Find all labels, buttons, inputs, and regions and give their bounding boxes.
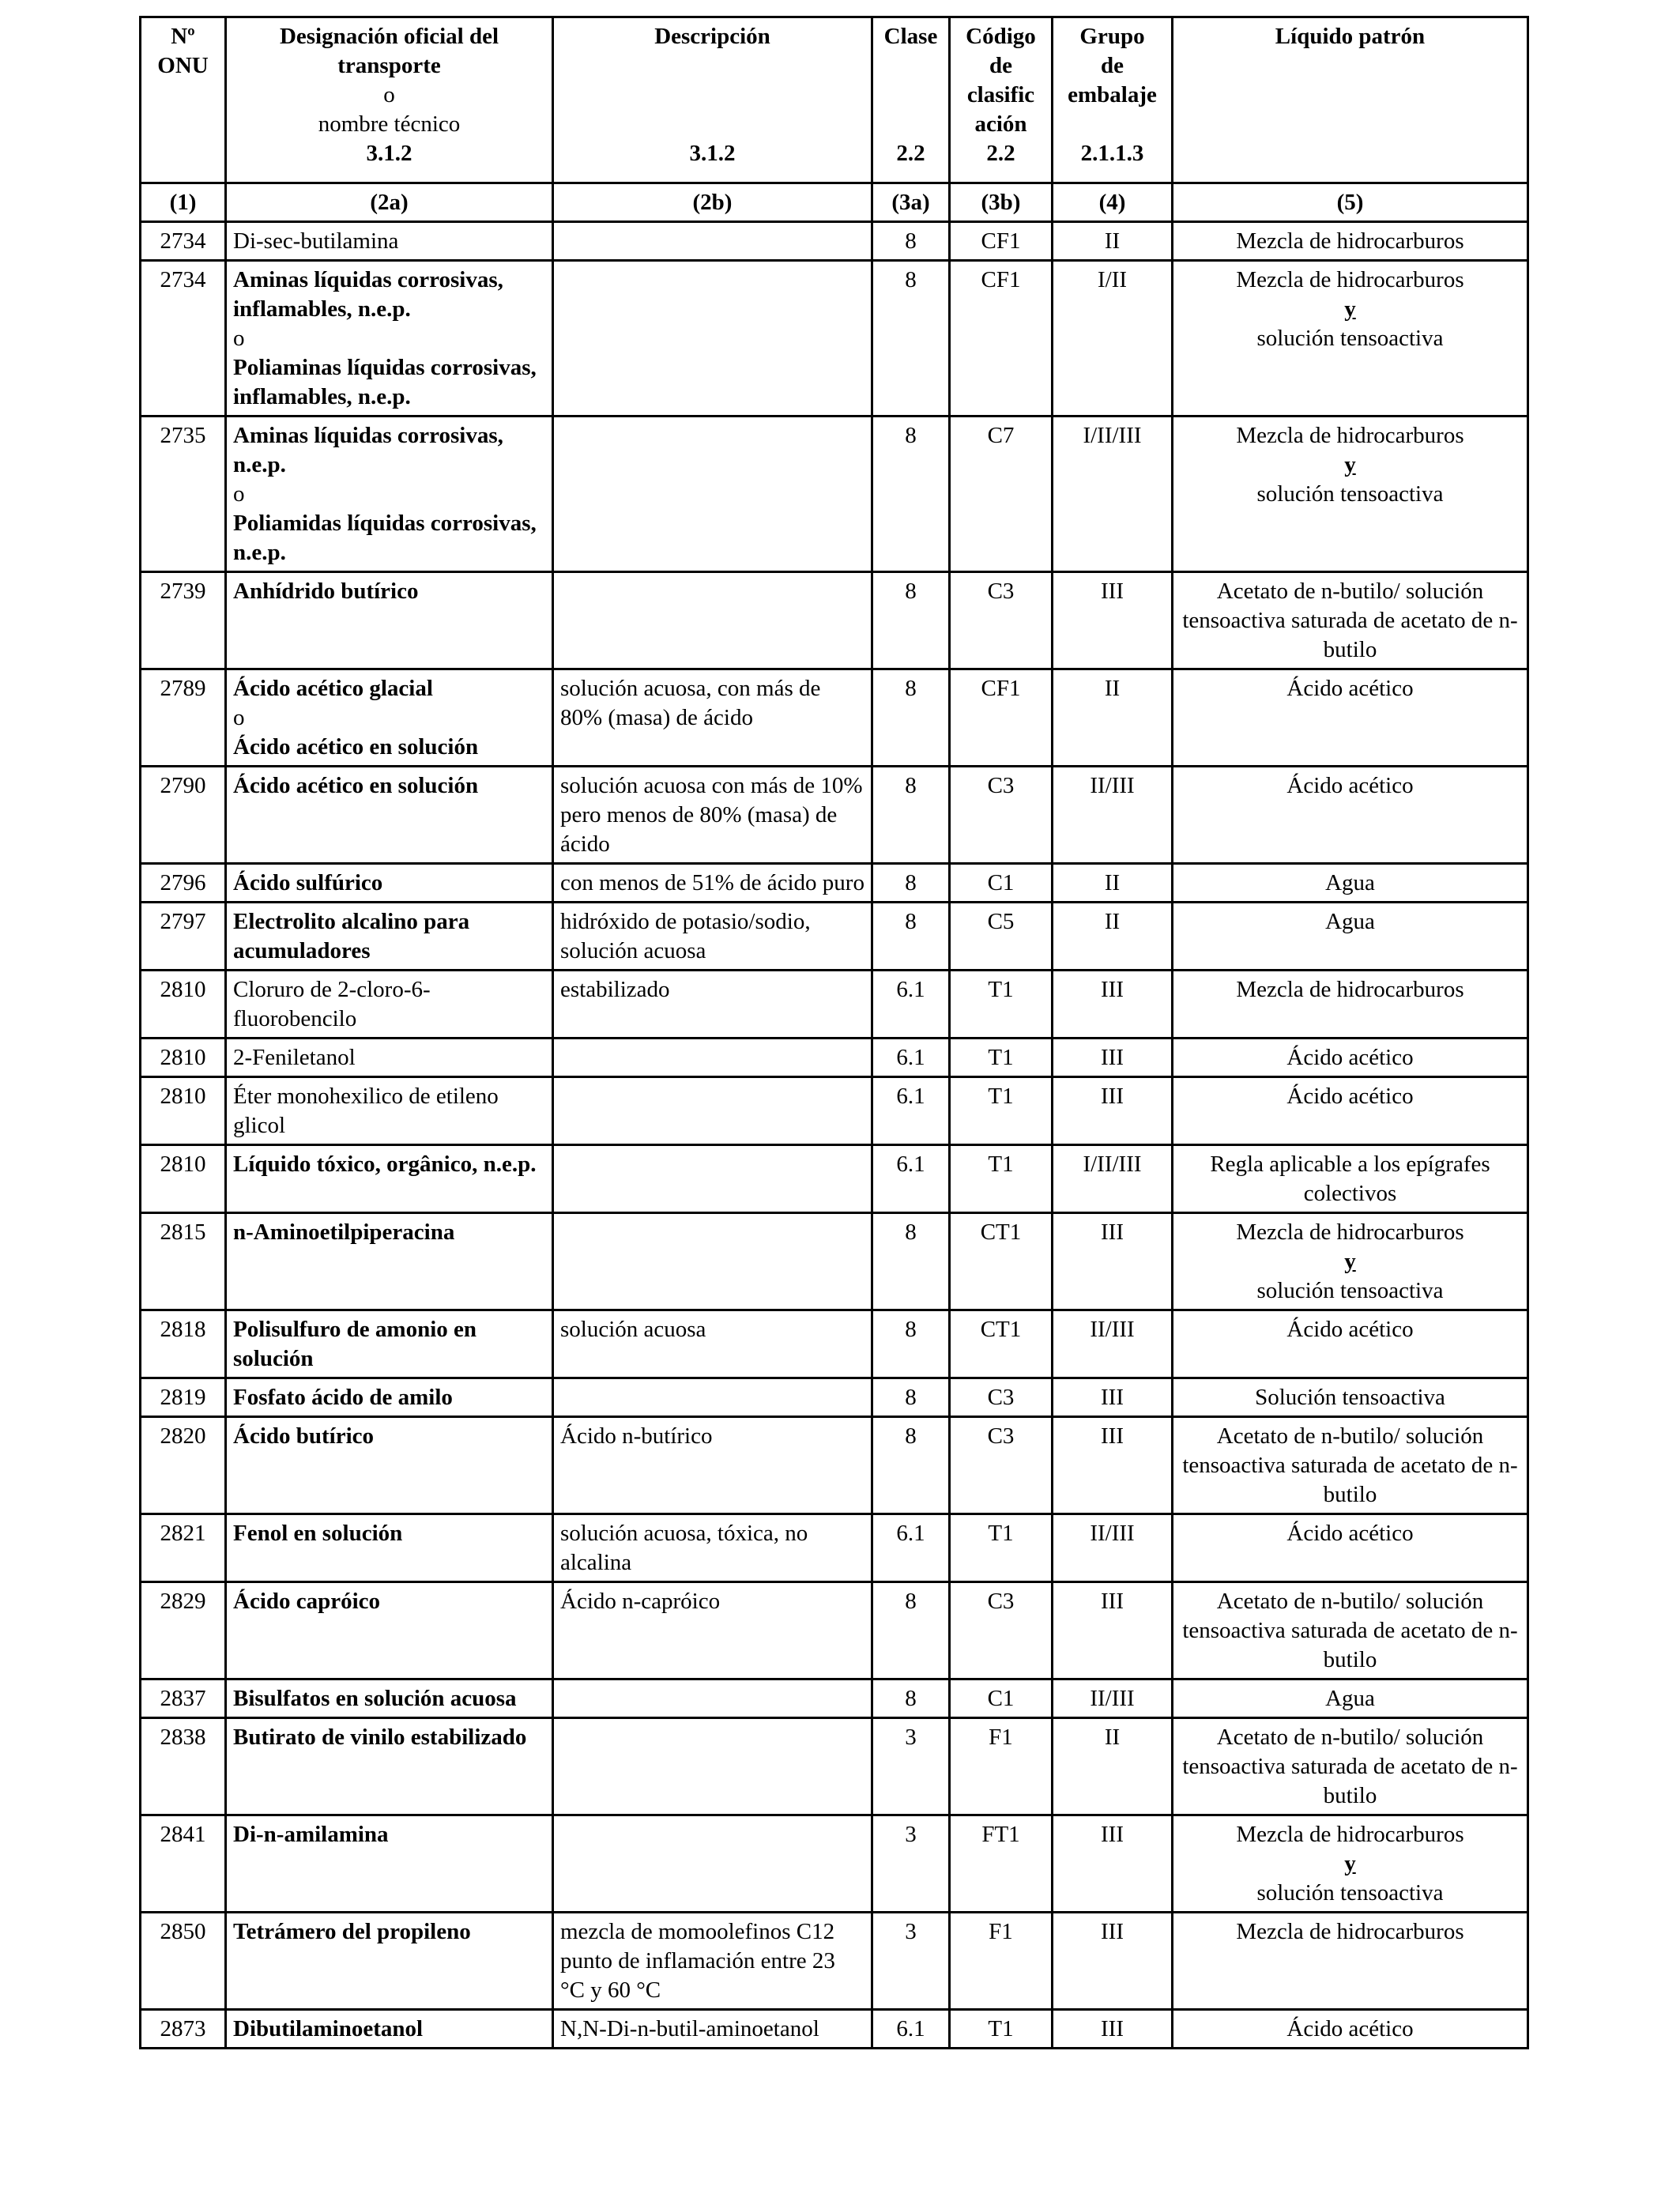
class-cell: 8 [872,1378,950,1417]
standard-liquid-cell [1173,1077,1528,1145]
header-row [141,17,1528,183]
header-designation-or: o [383,82,395,107]
class-cell: 8 [872,1679,950,1718]
standard-liquid-cell [1173,1679,1528,1718]
name-text: Poliamidas líquidas corrosivas, n.e.p. [233,511,537,565]
liquid-text: Mezcla de hidrocarburos [1236,267,1464,292]
table-row [141,1582,1528,1679]
table-row [141,1077,1528,1145]
column-number: (5) [1173,183,1528,222]
table-row [141,767,1528,864]
description-cell [553,669,872,767]
packing-group-cell: II [1053,903,1173,971]
column-number: (1) [141,183,226,222]
header-class-label: Clase [883,24,938,49]
description-cell [553,1582,872,1679]
class-cell: 3 [872,1815,950,1913]
header-code-line: de [989,53,1012,78]
liquid-text: Ácido acético [1286,773,1414,798]
name-text: Di-n-amilamina [233,1822,389,1847]
standard-liquid-cell [1173,1145,1528,1213]
table-row [141,2010,1528,2049]
header-group-line: de [1101,53,1124,78]
table-row [141,903,1528,971]
classification-code-cell: C3 [950,572,1053,669]
description-cell [553,1417,872,1514]
onu-number-cell: 2838 [141,1718,226,1815]
table-row [141,1679,1528,1718]
header-code-line: ación [974,111,1027,137]
onu-number-cell: 2790 [141,767,226,864]
class-cell: 8 [872,864,950,903]
standard-liquid-cell [1173,2010,1528,2049]
designation-cell [226,1310,553,1378]
desc-text: N,N-Di-n-butil-aminoetanol [560,2016,819,2041]
header-designation-line: transporte [337,53,441,78]
packing-group-cell: II/III [1053,767,1173,864]
name-text: o [233,481,245,507]
onu-number-cell: 2821 [141,1514,226,1582]
column-number-row [141,183,1528,222]
onu-number-cell: 2873 [141,2010,226,2049]
classification-code-cell: C3 [950,1417,1053,1514]
packing-group-cell: III [1053,1378,1173,1417]
class-cell: 8 [872,767,950,864]
class-cell: 8 [872,261,950,417]
name-text: o [233,326,245,351]
onu-number-cell: 2818 [141,1310,226,1378]
description-cell [553,1213,872,1310]
standard-liquid-cell [1173,903,1528,971]
onu-number-cell: 2819 [141,1378,226,1417]
standard-liquid-cell [1173,1913,1528,2010]
classification-code-cell: CF1 [950,669,1053,767]
designation-cell [226,572,553,669]
packing-group-cell: III [1053,1417,1173,1514]
packing-group-cell: I/II/III [1053,1145,1173,1213]
description-cell [553,1913,872,2010]
designation-cell [226,971,553,1039]
table-row [141,222,1528,261]
onu-number-cell: 2850 [141,1913,226,2010]
onu-number-cell: 2810 [141,971,226,1039]
class-cell: 6.1 [872,971,950,1039]
packing-group-cell: III [1053,1913,1173,2010]
class-cell: 8 [872,222,950,261]
classification-code-cell: CF1 [950,261,1053,417]
liquid-text: Mezcla de hidrocarburos [1236,1220,1464,1245]
onu-number-cell: 2841 [141,1815,226,1913]
header-onu-line: Nº [171,24,195,49]
description-cell [553,222,872,261]
description-cell [553,971,872,1039]
packing-group-cell: III [1053,1039,1173,1077]
liquid-text: Ácido acético [1286,1045,1414,1070]
packing-group-cell: III [1053,1213,1173,1310]
onu-number-cell: 2810 [141,1039,226,1077]
desc-text: estabilizado [560,977,670,1002]
designation-cell [226,864,553,903]
name-text: n-Aminoetilpiperacina [233,1220,455,1245]
liquid-text: Acetato de n-butilo/ solución tensoactiva saturada de acetato de n-butilo [1182,1725,1518,1808]
description-cell [553,1145,872,1213]
class-cell: 8 [872,417,950,572]
header-description-ref: 3.1.2 [689,141,736,166]
name-text: o [233,705,245,730]
liquid-text: Ácido acético [1286,676,1414,701]
description-cell [553,261,872,417]
name-text: Ácido capróico [233,1589,381,1614]
header-designation-ref: 3.1.2 [366,141,412,166]
description-cell [553,903,872,971]
classification-code-cell: C5 [950,903,1053,971]
classification-code-cell: FT1 [950,1815,1053,1913]
header-onu-line: ONU [157,53,209,78]
standard-liquid-cell [1173,1039,1528,1077]
standard-liquid-cell [1173,1213,1528,1310]
designation-cell [226,1913,553,2010]
column-number: (2a) [226,183,553,222]
name-text: Ácido acético en solución [233,773,479,798]
liquid-text: Solución tensoactiva [1255,1385,1445,1410]
name-text: Aminas líquidas corrosivas, n.e.p. [233,423,503,477]
desc-text: solución acuosa con más de 10% pero menos de 80% (masa) de ácido [560,773,863,857]
table-row [141,1815,1528,1913]
name-text: Cloruro de 2-cloro-6-fluorobencilo [233,977,431,1031]
name-text: Ácido acético en solución [233,734,479,760]
header-group-line: embalaje [1068,82,1157,107]
packing-group-cell: II/III [1053,1679,1173,1718]
header-code-ref: 2.2 [986,141,1015,166]
classification-code-cell: T1 [950,1514,1053,1582]
header-designation-line: Designación oficial del [279,24,499,49]
header-designation-tech: nombre técnico [318,111,461,137]
class-cell: 3 [872,1718,950,1815]
desc-text: Ácido n-capróico [560,1589,721,1614]
packing-group-cell: III [1053,2010,1173,2049]
description-cell [553,572,872,669]
name-text: Fenol en solución [233,1521,403,1546]
designation-cell [226,1417,553,1514]
header-group [1053,17,1173,183]
packing-group-cell: III [1053,971,1173,1039]
onu-number-cell: 2815 [141,1213,226,1310]
dangerous-goods-table [139,16,1529,2049]
onu-number-cell: 2837 [141,1679,226,1718]
standard-liquid-cell [1173,1815,1528,1913]
name-text: Éter monohexilico de etileno glicol [233,1084,499,1138]
table-row [141,669,1528,767]
table-body [141,222,1528,2049]
header-group-line: Grupo [1079,24,1145,49]
standard-liquid-cell [1173,1514,1528,1582]
desc-text: solución acuosa [560,1317,706,1342]
designation-cell [226,222,553,261]
liquid-text: Regla aplicable a los epígrafes colectivos [1210,1152,1490,1206]
packing-group-cell: I/II [1053,261,1173,417]
classification-code-cell: T1 [950,1145,1053,1213]
designation-cell [226,1378,553,1417]
header-description-label: Descripción [654,24,770,49]
onu-number-cell: 2829 [141,1582,226,1679]
description-cell [553,864,872,903]
name-text: Dibutilaminoetanol [233,2016,424,2041]
description-cell [553,1077,872,1145]
name-text: Polisulfuro de amonio en solución [233,1317,477,1371]
table-row [141,572,1528,669]
desc-text: con menos de 51% de ácido puro [560,870,864,895]
description-cell [553,1815,872,1913]
packing-group-cell: III [1053,572,1173,669]
onu-number-cell: 2734 [141,222,226,261]
column-number: (3a) [872,183,950,222]
packing-group-cell: II [1053,222,1173,261]
name-text: Butirato de vinilo estabilizado [233,1725,527,1750]
header-class-ref: 2.2 [896,141,925,166]
standard-liquid-cell [1173,1378,1528,1417]
liquid-text: Mezcla de hidrocarburos [1236,423,1464,448]
liquid-text: solución tensoactiva [1256,326,1444,351]
classification-code-cell: T1 [950,1077,1053,1145]
header-code-line: Código [966,24,1036,49]
name-text: Líquido tóxico, orgânico, n.e.p. [233,1152,537,1177]
table-row [141,261,1528,417]
header-code [950,17,1053,183]
desc-text: mezcla de momoolefinos C12 punto de inflamación entre 23 °C y 60 °C [560,1919,835,2003]
table-row [141,1145,1528,1213]
header-designation [226,17,553,183]
packing-group-cell: II [1053,864,1173,903]
table-row [141,1417,1528,1514]
onu-number-cell: 2810 [141,1145,226,1213]
class-cell: 6.1 [872,1514,950,1582]
standard-liquid-cell [1173,1718,1528,1815]
class-cell: 8 [872,1310,950,1378]
onu-number-cell: 2735 [141,417,226,572]
table-row [141,1514,1528,1582]
onu-number-cell: 2734 [141,261,226,417]
liquid-text: Mezcla de hidrocarburos [1236,228,1464,254]
standard-liquid-cell [1173,864,1528,903]
classification-code-cell: C7 [950,417,1053,572]
table-row [141,1213,1528,1310]
desc-text: hidróxido de potasio/sodio, solución acuosa [560,909,811,963]
name-text: Ácido sulfúrico [233,870,383,895]
desc-text: solución acuosa, con más de 80% (masa) de ácido [560,676,821,730]
standard-liquid-cell [1173,971,1528,1039]
class-cell: 6.1 [872,1039,950,1077]
classification-code-cell: CF1 [950,222,1053,261]
classification-code-cell: T1 [950,2010,1053,2049]
table-row [141,971,1528,1039]
classification-code-cell: C3 [950,1378,1053,1417]
desc-text: solución acuosa, tóxica, no alcalina [560,1521,808,1575]
liquid-text: Acetato de n-butilo/ solución tensoactiva saturada de acetato de n-butilo [1182,1589,1518,1672]
onu-number-cell: 2739 [141,572,226,669]
liquid-text: y [1344,296,1356,322]
standard-liquid-cell [1173,1417,1528,1514]
class-cell: 3 [872,1913,950,2010]
liquid-text: solución tensoactiva [1256,1278,1444,1303]
designation-cell [226,261,553,417]
name-text: Di-sec-butilamina [233,228,399,254]
description-cell [553,2010,872,2049]
liquid-text: y [1344,452,1356,477]
table-row [141,1913,1528,2010]
classification-code-cell: T1 [950,971,1053,1039]
description-cell [553,1378,872,1417]
liquid-text: Ácido acético [1286,1317,1414,1342]
packing-group-cell: II/III [1053,1310,1173,1378]
liquid-text: Agua [1325,870,1375,895]
designation-cell [226,1679,553,1718]
packing-group-cell: II [1053,1718,1173,1815]
table-row [141,1718,1528,1815]
designation-cell [226,1077,553,1145]
designation-cell [226,417,553,572]
designation-cell [226,1145,553,1213]
packing-group-cell: III [1053,1077,1173,1145]
standard-liquid-cell [1173,1582,1528,1679]
packing-group-cell: III [1053,1582,1173,1679]
name-text: Electrolito alcalino para acumuladores [233,909,470,963]
designation-cell [226,1718,553,1815]
classification-code-cell: C3 [950,1582,1053,1679]
description-cell [553,1514,872,1582]
name-text: 2-Feniletanol [233,1045,356,1070]
desc-text: Ácido n-butírico [560,1423,713,1449]
liquid-text: y [1344,1249,1356,1274]
class-cell: 8 [872,1417,950,1514]
header-liquid [1173,17,1528,183]
description-cell [553,1718,872,1815]
liquid-text: Mezcla de hidrocarburos [1236,1919,1464,1944]
classification-code-cell: F1 [950,1718,1053,1815]
designation-cell [226,767,553,864]
classification-code-cell: CT1 [950,1310,1053,1378]
table-row [141,1378,1528,1417]
designation-cell [226,1815,553,1913]
description-cell [553,1310,872,1378]
name-text: Fosfato ácido de amilo [233,1385,453,1410]
standard-liquid-cell [1173,222,1528,261]
liquid-text: Mezcla de hidrocarburos [1236,1822,1464,1847]
liquid-text: Mezcla de hidrocarburos [1236,977,1464,1002]
classification-code-cell: C1 [950,1679,1053,1718]
designation-cell [226,1514,553,1582]
column-number: (2b) [553,183,872,222]
standard-liquid-cell [1173,1310,1528,1378]
designation-cell [226,2010,553,2049]
classification-code-cell: F1 [950,1913,1053,2010]
table-row [141,1310,1528,1378]
table-row [141,417,1528,572]
liquid-text: Agua [1325,1686,1375,1711]
name-text: Ácido acético glacial [233,676,433,701]
standard-liquid-cell [1173,767,1528,864]
liquid-text: Acetato de n-butilo/ solución tensoactiva saturada de acetato de n-butilo [1182,579,1518,662]
name-text: Ácido butírico [233,1423,375,1449]
designation-cell [226,1582,553,1679]
designation-cell [226,1213,553,1310]
liquid-text: Agua [1325,909,1375,934]
packing-group-cell: II [1053,669,1173,767]
header-onu [141,17,226,183]
header-class [872,17,950,183]
onu-number-cell: 2820 [141,1417,226,1514]
classification-code-cell: C1 [950,864,1053,903]
class-cell: 8 [872,1213,950,1310]
column-number: (3b) [950,183,1053,222]
class-cell: 8 [872,572,950,669]
class-cell: 6.1 [872,1077,950,1145]
liquid-text: Ácido acético [1286,1521,1414,1546]
class-cell: 8 [872,1582,950,1679]
table-row [141,864,1528,903]
liquid-text: Acetato de n-butilo/ solución tensoactiva saturada de acetato de n-butilo [1182,1423,1518,1507]
standard-liquid-cell [1173,572,1528,669]
liquid-text: solución tensoactiva [1256,1880,1444,1906]
header-description [553,17,872,183]
name-text: Anhídrido butírico [233,579,419,604]
classification-code-cell: T1 [950,1039,1053,1077]
name-text: Poliaminas líquidas corrosivas, inflamables, n.e.p. [233,355,537,409]
standard-liquid-cell [1173,417,1528,572]
designation-cell [226,1039,553,1077]
column-number: (4) [1053,183,1173,222]
description-cell [553,1679,872,1718]
description-cell [553,417,872,572]
name-text: Aminas líquidas corrosivas, inflamables, n.e.p. [233,267,503,322]
standard-liquid-cell [1173,261,1528,417]
header-liquid-label: Líquido patrón [1275,24,1426,49]
onu-number-cell: 2789 [141,669,226,767]
onu-number-cell: 2797 [141,903,226,971]
class-cell: 6.1 [872,2010,950,2049]
classification-code-cell: CT1 [950,1213,1053,1310]
name-text: Bisulfatos en solución acuosa [233,1686,517,1711]
packing-group-cell: II/III [1053,1514,1173,1582]
table-row [141,1039,1528,1077]
class-cell: 8 [872,669,950,767]
classification-code-cell: C3 [950,767,1053,864]
description-cell [553,767,872,864]
name-text: Tetrámero del propileno [233,1919,471,1944]
header-code-line: clasific [966,82,1035,107]
designation-cell [226,903,553,971]
onu-number-cell: 2796 [141,864,226,903]
liquid-text: Ácido acético [1286,2016,1414,2041]
liquid-text: y [1344,1851,1356,1876]
designation-cell [226,669,553,767]
liquid-text: Ácido acético [1286,1084,1414,1109]
class-cell: 6.1 [872,1145,950,1213]
description-cell [553,1039,872,1077]
header-group-ref: 2.1.1.3 [1080,141,1144,166]
standard-liquid-cell [1173,669,1528,767]
class-cell: 8 [872,903,950,971]
liquid-text: solución tensoactiva [1256,481,1444,507]
packing-group-cell: I/II/III [1053,417,1173,572]
onu-number-cell: 2810 [141,1077,226,1145]
packing-group-cell: III [1053,1815,1173,1913]
